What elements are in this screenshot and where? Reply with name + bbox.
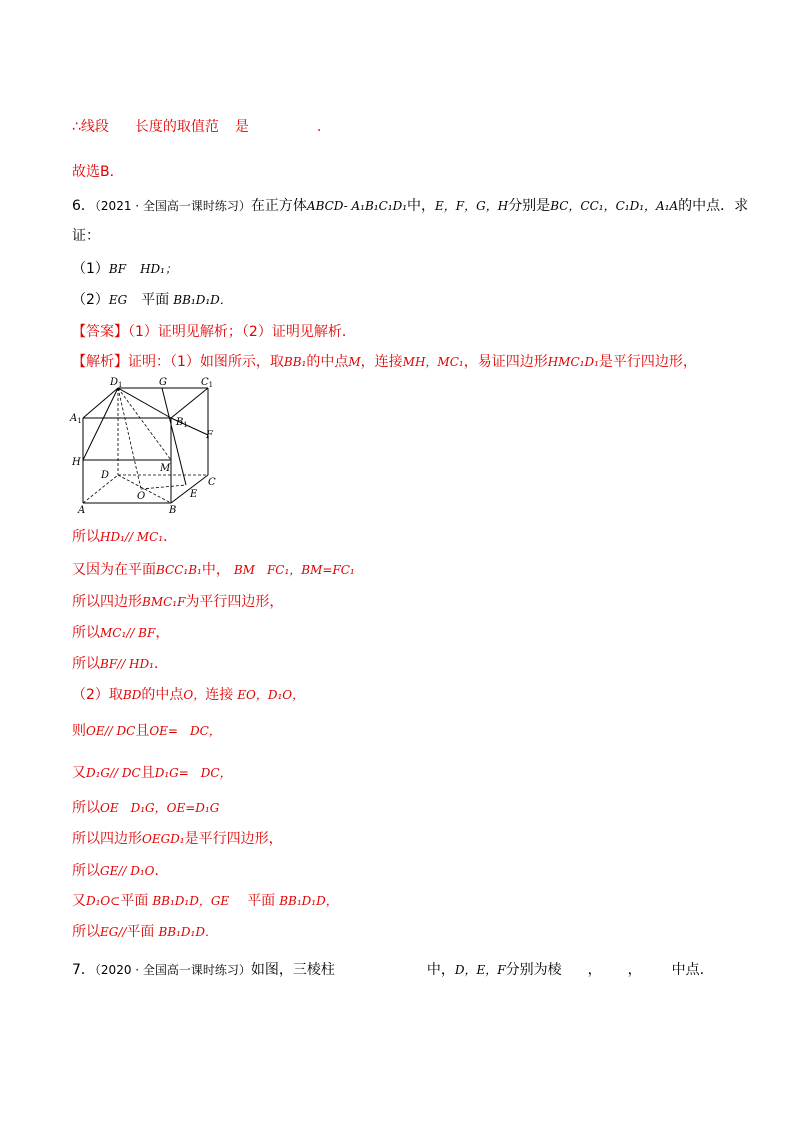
- step-13-math: EG//: [100, 925, 127, 939]
- step-6: [72, 686, 304, 704]
- step-4-math: MC₁// BF: [100, 626, 156, 640]
- step-4-pre: 所以: [72, 625, 100, 641]
- step-1-post: ．: [163, 529, 178, 545]
- svg-text:B: B: [169, 505, 177, 515]
- period-text: .: [316, 119, 322, 135]
- svg-text:H: H: [72, 457, 81, 468]
- step-5-pre: 所以: [72, 656, 100, 672]
- svg-text:C1: $C_1$: [201, 377, 214, 389]
- cube-figure: [68, 375, 218, 515]
- step-13: [72, 923, 217, 941]
- q6-points: E，F，G，H: [435, 199, 509, 213]
- therefore-text: ∴线段: [72, 119, 109, 135]
- range-text: 长度的取值范: [134, 119, 219, 135]
- q6-part2: [72, 291, 232, 309]
- step-12-math3: BB₁D₁D，: [279, 894, 338, 908]
- answer-tag: 【答案】: [72, 324, 128, 340]
- step-10-pre: 所以四边形: [72, 831, 142, 847]
- q6-part1: [72, 260, 177, 278]
- step-11-post: ．: [154, 863, 169, 879]
- analysis-b: 的中点: [306, 354, 349, 370]
- step-10-post: 是平行四边形，: [184, 831, 283, 847]
- step-13-math2: BB₁D₁D．: [158, 925, 217, 939]
- step-4-post: ，: [155, 625, 170, 641]
- step-3-math: BMC₁F: [142, 595, 186, 609]
- step-7-post: 且: [135, 723, 150, 739]
- step-11-math: GE// D₁O: [100, 864, 155, 878]
- step-7-pre: 则: [72, 723, 86, 739]
- step-11-pre: 所以: [72, 863, 100, 879]
- svg-text:D1: $D_1$: [110, 377, 123, 389]
- q6-stem-line1: [72, 197, 748, 215]
- q6-answer: [72, 323, 356, 341]
- step-1: [72, 528, 177, 546]
- prev-answer-line: [72, 118, 321, 136]
- step-6-math: BD: [122, 688, 142, 702]
- step-10-math: OEGD₁: [142, 832, 185, 846]
- q7-comma2: ，: [627, 962, 642, 978]
- step-1-pre: 所以: [72, 529, 100, 545]
- step-6-math2: O，: [183, 688, 206, 702]
- step-9: [72, 799, 219, 817]
- svg-text:G: G: [159, 377, 167, 388]
- part1-b: HD₁；: [140, 262, 177, 276]
- step-6-math3: EO，D₁O，: [237, 688, 305, 702]
- q7-source: （2020 · 全国高一课时练习）: [94, 963, 251, 977]
- q6-stem-c: 分别是: [508, 198, 551, 214]
- step-8-math: D₁G// DC: [86, 766, 141, 780]
- svg-text:D: D: [101, 470, 110, 481]
- step-7-math2: OE= DC，: [149, 724, 221, 738]
- step-6-post2: 连接: [205, 687, 234, 703]
- step-2: [72, 561, 355, 579]
- step-3-pre: 所以四边形: [72, 594, 142, 610]
- q7-points: D，E，F: [454, 963, 506, 977]
- step-2-math: BCC₁B₁: [156, 563, 202, 577]
- q6-analysis: [72, 353, 697, 371]
- step-12-pre: 又: [72, 893, 86, 909]
- q7-stem-d: 中点.: [671, 962, 705, 978]
- step-9-pre: 所以: [72, 800, 100, 816]
- figure-labels: [69, 377, 216, 515]
- step-12-math2: BB₁D₁D，GE: [152, 894, 242, 908]
- q7-stem-a: 如图，三棱柱: [250, 962, 335, 978]
- q7-stem-c: 分别为棱: [505, 962, 562, 978]
- step-5-math: BF// HD₁: [100, 657, 154, 671]
- analysis-c: ，连接: [360, 354, 403, 370]
- step-6-post: 的中点: [141, 687, 184, 703]
- step-3-post: 为平行四边形，: [185, 594, 284, 610]
- hidden-edges: [83, 388, 208, 503]
- q6-cube: ABCD- A₁B₁C₁D₁: [306, 199, 408, 213]
- is-text: 是: [234, 119, 249, 135]
- step-6-pre: （2）取: [72, 687, 123, 703]
- svg-text:B1: $B_1$: [176, 417, 188, 429]
- step-12-post2: 平面: [247, 893, 276, 909]
- svg-text:A: A: [78, 505, 86, 515]
- step-1-math: HD₁// MC₁: [100, 530, 164, 544]
- part2-c: BB₁D₁D．: [173, 293, 232, 307]
- analysis-bb1: BB₁: [283, 355, 307, 369]
- svg-text:A1: $A_1$: [70, 413, 82, 425]
- analysis-d: ，易证四边形: [463, 354, 548, 370]
- step-8-post: 且: [140, 765, 155, 781]
- step-2-post: 中，: [201, 562, 230, 578]
- q6-stem-d: 的中点．求: [678, 198, 749, 214]
- step-12-math: D₁O⊂: [86, 894, 121, 908]
- step-13-post: 平面: [126, 924, 155, 940]
- step-9-math: OE D₁G，OE=D₁G: [100, 801, 220, 815]
- step-3: [72, 593, 283, 611]
- svg-text:E: E: [190, 489, 198, 500]
- step-5-post: ．: [153, 656, 168, 672]
- q7-stem: [72, 961, 704, 979]
- step-7: [72, 722, 221, 740]
- step-8-pre: 又: [72, 765, 86, 781]
- step-2-math2: BM FC₁，BM=FC₁: [233, 563, 355, 577]
- svg-text:O: O: [137, 491, 146, 502]
- svg-text:M: M: [160, 463, 171, 474]
- svg-text:C: C: [208, 477, 216, 488]
- analysis-e: 是平行四边形，: [598, 354, 697, 370]
- part1-a: BF: [108, 262, 127, 276]
- choose-line: 故选B．: [72, 164, 124, 180]
- step-12-post: 平面: [120, 893, 149, 909]
- step-2-pre: 又因为在平面: [72, 562, 156, 578]
- part2-b: 平面: [141, 292, 170, 308]
- analysis-mh: MH，MC₁: [402, 355, 464, 369]
- q6-stem-b: 中，: [407, 198, 436, 214]
- analysis-hmc: HMC₁D₁: [547, 355, 599, 369]
- cube-edges: [83, 388, 208, 503]
- step-5: [72, 655, 168, 673]
- svg-text:F: F: [206, 430, 213, 441]
- step-10: [72, 830, 283, 848]
- analysis-tag: 【解析】: [72, 354, 128, 370]
- analysis-m: M: [348, 355, 361, 369]
- step-12: [72, 892, 338, 910]
- q6-source: （2021 · 全国高一课时练习）: [94, 199, 251, 213]
- step-11: [72, 862, 169, 880]
- answer-text: （1）证明见解析；（2）证明见解析．: [128, 324, 356, 340]
- step-4: [72, 624, 169, 642]
- step-8-math2: D₁G= DC，: [154, 766, 232, 780]
- step-13-pre: 所以: [72, 924, 100, 940]
- q6-edges: BC，CC₁，C₁D₁，A₁A: [550, 199, 679, 213]
- q6-stem-line2: 证：: [72, 228, 100, 244]
- step-7-math: OE// DC: [86, 724, 136, 738]
- q7-stem-b: 中，: [426, 962, 455, 978]
- part2-a: EG: [108, 293, 128, 307]
- q6-stem-a: 在正方体: [250, 198, 307, 214]
- part1-label: （1）: [72, 261, 109, 277]
- analysis-a: 证明：（1）如图所示，取: [128, 354, 284, 370]
- q7-comma1: ，: [587, 962, 602, 978]
- part2-label: （2）: [72, 292, 109, 308]
- step-8: [72, 764, 232, 782]
- q6-number: 6．: [72, 198, 95, 214]
- q7-number: 7．: [72, 962, 95, 978]
